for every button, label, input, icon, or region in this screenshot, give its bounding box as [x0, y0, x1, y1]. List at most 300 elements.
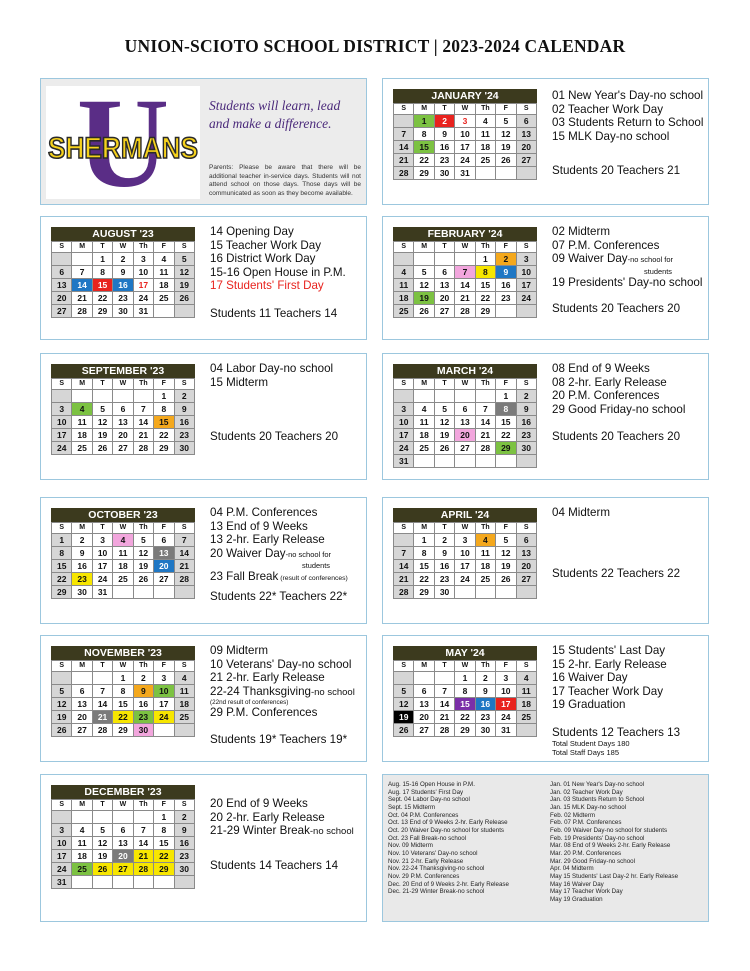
day-cell: 14 [174, 547, 194, 560]
day-cell: 24 [516, 292, 536, 305]
weekday-header: M [72, 242, 92, 253]
day-cell: 8 [52, 547, 72, 560]
day-cell: 18 [414, 429, 434, 442]
day-cell: 27 [113, 863, 133, 876]
day-cell: 18 [174, 698, 194, 711]
day-cell: 11 [72, 416, 92, 429]
day-cell: 6 [72, 685, 92, 698]
event-waiver-note: -no school for [285, 549, 332, 559]
day-cell: 9 [516, 403, 536, 416]
weekday-header: W [113, 379, 133, 390]
day-cell: 14 [455, 279, 475, 292]
event: 01 New Year's Day-no school [552, 89, 704, 102]
day-cell: 3 [496, 672, 516, 685]
weekday-header: S [174, 242, 194, 253]
day-cell: 9 [434, 547, 454, 560]
day-cell [475, 455, 495, 468]
events-january [552, 89, 703, 178]
weekday-header: F [154, 661, 174, 672]
calendar-february [393, 227, 537, 318]
event: 13 End of 9 Weeks [210, 519, 308, 533]
day-cell: 17 [496, 698, 516, 711]
weekday-header: F [496, 242, 516, 253]
day-cell: 30 [174, 442, 194, 455]
day-cell: 26 [496, 573, 516, 586]
total-student-days: Total Student Days 180 [552, 739, 630, 748]
day-cell: 4 [414, 403, 434, 416]
day-cell: 15 [414, 560, 434, 573]
day-cell: 26 [92, 863, 112, 876]
key-entry: Nov. 09 Midterm [388, 842, 433, 850]
weekday-header: Th [475, 104, 495, 115]
event-waiver-note-2: students [644, 266, 672, 276]
event-waiver-note: -no school for [627, 255, 674, 264]
events-november [210, 644, 355, 746]
day-cell: 22 [113, 711, 133, 724]
event-thanksgiving-main: 22-24 Thanksgiving [210, 684, 311, 698]
day-cell: 14 [133, 837, 153, 850]
day-cell: 3 [516, 253, 536, 266]
day-cell: 19 [92, 429, 112, 442]
day-cell: 18 [113, 560, 133, 573]
day-cell [475, 586, 495, 599]
day-cell [394, 115, 414, 128]
day-cell: 16 [496, 279, 516, 292]
day-cell: 9 [174, 403, 194, 416]
day-cell: 8 [154, 824, 174, 837]
day-cell: 27 [516, 573, 536, 586]
day-cell: 21 [475, 429, 495, 442]
calendar-january [393, 89, 537, 180]
day-cell: 12 [496, 128, 516, 141]
events-april [552, 506, 680, 580]
day-cell: 13 [113, 837, 133, 850]
day-cell: 15 [414, 141, 434, 154]
weekday-header: S [174, 379, 194, 390]
day-cell: 28 [133, 863, 153, 876]
month-grid [393, 522, 537, 599]
month-title: NOVEMBER '23 [51, 646, 195, 660]
day-cell [72, 811, 92, 824]
panel-january [382, 78, 709, 205]
day-cell: 28 [394, 167, 414, 180]
day-cell: 2 [174, 811, 194, 824]
weekday-header: M [72, 800, 92, 811]
day-cell: 11 [475, 547, 495, 560]
day-cell: 16 [434, 141, 454, 154]
panel-february [382, 216, 709, 340]
panel-december [40, 774, 367, 922]
day-cell: 9 [475, 685, 495, 698]
day-cell: 25 [516, 711, 536, 724]
day-cell: 13 [113, 416, 133, 429]
day-cell: 19 [434, 429, 454, 442]
event: 29 Good Friday-no school [552, 402, 686, 416]
weekday-header: F [154, 242, 174, 253]
event: 14 Opening Day [210, 225, 294, 238]
day-cell: 17 [455, 141, 475, 154]
day-cell: 30 [516, 442, 536, 455]
weekday-header: F [496, 379, 516, 390]
day-cell: 13 [434, 279, 454, 292]
event: 16 District Work Day [210, 252, 316, 265]
day-cell: 11 [475, 128, 495, 141]
header-panel [40, 78, 367, 205]
day-cell: 31 [133, 305, 153, 318]
month-title: JANUARY '24 [393, 89, 537, 103]
day-cell: 25 [174, 711, 194, 724]
day-cell: 2 [72, 534, 92, 547]
day-cell: 9 [133, 685, 153, 698]
event: 15 Teacher Work Day [210, 238, 322, 252]
day-cell: 26 [394, 724, 414, 737]
weekday-header: T [434, 379, 454, 390]
weekday-header: S [394, 661, 414, 672]
day-cell: 22 [414, 154, 434, 167]
month-title: MAY '24 [393, 646, 537, 660]
day-cell: 1 [52, 534, 72, 547]
key-entry: Aug. 17 Students' First Day [388, 788, 464, 796]
event: 15 Students' Last Day [552, 644, 666, 657]
day-cell: 10 [455, 547, 475, 560]
day-cell: 7 [434, 685, 454, 698]
day-cell: 5 [394, 685, 414, 698]
weekday-header: W [455, 104, 475, 115]
month-grid [51, 241, 195, 318]
day-cell [455, 586, 475, 599]
day-cell: 9 [434, 128, 454, 141]
day-cell [133, 586, 153, 599]
day-cell: 27 [455, 442, 475, 455]
day-cell: 1 [414, 534, 434, 547]
day-cell: 24 [52, 442, 72, 455]
day-cell: 25 [475, 154, 495, 167]
day-cell [516, 167, 536, 180]
day-cell: 16 [475, 698, 495, 711]
event-thanksgiving [210, 685, 355, 700]
day-cell: 17 [133, 279, 153, 292]
events-august [210, 225, 346, 320]
day-cell [414, 390, 434, 403]
day-cell: 29 [113, 724, 133, 737]
day-cell: 7 [133, 824, 153, 837]
day-cell: 13 [455, 416, 475, 429]
day-cell: 19 [394, 711, 414, 724]
day-cell: 30 [475, 724, 495, 737]
day-cell: 27 [72, 724, 92, 737]
calendar-september [51, 364, 195, 455]
day-cell: 24 [455, 154, 475, 167]
weekday-header: T [92, 661, 112, 672]
day-cell [72, 876, 92, 889]
day-cell: 14 [394, 141, 414, 154]
day-cell: 2 [496, 253, 516, 266]
day-cell: 26 [174, 292, 194, 305]
day-cell: 29 [455, 724, 475, 737]
day-cell [154, 876, 174, 889]
day-cell: 5 [52, 685, 72, 698]
day-cell [496, 455, 516, 468]
parents-note: Parents: Please be aware that there will be additional teacher in-service days. Students will not attend school on those days. Those days will be communicated as soon as they become available. [209, 164, 361, 197]
day-cell: 25 [475, 573, 495, 586]
day-cell: 8 [414, 128, 434, 141]
day-summary: Students 20 Teachers 20 [210, 430, 339, 443]
day-cell: 25 [154, 292, 174, 305]
calendar-august [51, 227, 195, 318]
day-cell [113, 390, 133, 403]
day-cell: 3 [455, 115, 475, 128]
day-cell: 17 [455, 560, 475, 573]
day-cell: 21 [133, 850, 153, 863]
events-march [552, 362, 685, 444]
day-cell: 23 [434, 573, 454, 586]
day-cell: 19 [52, 711, 72, 724]
month-title: DECEMBER '23 [51, 785, 195, 799]
day-cell: 30 [434, 167, 454, 180]
weekday-header: W [113, 661, 133, 672]
month-grid [51, 378, 195, 455]
key-entry: Nov. 29 P.M. Conferences [388, 872, 460, 880]
day-cell: 24 [92, 573, 112, 586]
event: 03 Students Return to School [552, 116, 704, 129]
events-september [210, 362, 338, 444]
event: 13 2-hr. Early Release [210, 533, 325, 546]
event: 15 Midterm [210, 375, 268, 389]
day-cell: 28 [394, 586, 414, 599]
day-cell: 11 [154, 266, 174, 279]
weekday-header: T [434, 242, 454, 253]
day-cell: 1 [113, 672, 133, 685]
motto [209, 97, 340, 133]
month-grid [51, 799, 195, 889]
day-cell: 2 [133, 672, 153, 685]
day-cell: 5 [92, 403, 112, 416]
day-cell: 2 [475, 672, 495, 685]
event: 02 Teacher Work Day [552, 102, 664, 116]
day-cell [414, 672, 434, 685]
day-cell [394, 672, 414, 685]
day-cell: 22 [414, 573, 434, 586]
day-cell: 28 [455, 305, 475, 318]
weekday-header: T [434, 523, 454, 534]
event: 19 Presidents' Day-no school [552, 275, 703, 289]
day-cell: 15 [154, 416, 174, 429]
calendar-april [393, 508, 537, 599]
day-cell: 14 [133, 416, 153, 429]
event: 15 2-hr. Early Release [552, 657, 667, 671]
day-cell: 17 [52, 850, 72, 863]
event-winter-suffix: -no school [309, 826, 354, 837]
day-cell: 14 [72, 279, 92, 292]
day-cell: 8 [496, 403, 516, 416]
event-fall-main: 23 Fall Break [210, 570, 279, 583]
key-entry: Nov. 21 2-hr. Early Release [388, 857, 464, 865]
day-cell: 3 [52, 824, 72, 837]
weekday-header: W [455, 242, 475, 253]
day-cell: 8 [414, 547, 434, 560]
calendar-november [51, 646, 195, 737]
day-cell: 20 [154, 560, 174, 573]
day-cell: 22 [496, 429, 516, 442]
day-cell: 19 [496, 141, 516, 154]
day-cell: 1 [154, 390, 174, 403]
day-summary: Students 22* Teachers 22* [210, 589, 348, 603]
day-cell: 4 [72, 403, 92, 416]
event: 08 End of 9 Weeks [552, 362, 650, 375]
day-cell: 23 [72, 573, 92, 586]
day-cell [455, 390, 475, 403]
day-cell: 21 [133, 429, 153, 442]
day-cell: 1 [496, 390, 516, 403]
weekday-header: Th [133, 379, 153, 390]
weekday-header: W [113, 242, 133, 253]
day-cell: 2 [113, 253, 133, 266]
events-october [210, 506, 348, 603]
weekday-header: F [496, 523, 516, 534]
calendar-october [51, 508, 195, 599]
day-cell: 31 [455, 167, 475, 180]
key-entry: Mar. 29 Good Friday-no school [550, 857, 635, 865]
day-cell: 12 [174, 266, 194, 279]
key-entry: Dec. 21-29 Winter Break-no school [388, 888, 485, 896]
calendar-may [393, 646, 537, 737]
day-cell: 4 [154, 253, 174, 266]
day-cell: 18 [475, 141, 495, 154]
day-cell: 28 [475, 442, 495, 455]
day-cell: 23 [496, 292, 516, 305]
day-cell: 1 [154, 811, 174, 824]
weekday-header: S [52, 800, 72, 811]
day-cell: 13 [72, 698, 92, 711]
weekday-header: Th [475, 242, 495, 253]
day-cell [434, 672, 454, 685]
day-cell [434, 253, 454, 266]
day-cell: 20 [516, 560, 536, 573]
day-cell: 16 [434, 560, 454, 573]
event: 29 P.M. Conferences [210, 706, 318, 719]
day-cell: 30 [72, 586, 92, 599]
day-cell: 6 [516, 115, 536, 128]
day-cell: 23 [475, 711, 495, 724]
day-cell: 4 [113, 534, 133, 547]
day-cell: 29 [154, 863, 174, 876]
day-cell: 21 [92, 711, 112, 724]
day-cell: 22 [92, 292, 112, 305]
day-cell: 20 [52, 292, 72, 305]
day-cell: 16 [516, 416, 536, 429]
day-cell: 26 [52, 724, 72, 737]
key-entry: Nov. 22-24 Thanksgiving-no school [388, 865, 485, 873]
weekday-header: W [455, 379, 475, 390]
event-winter-main: 21-29 Winter Break [210, 824, 310, 837]
weekday-header: Th [133, 661, 153, 672]
day-cell: 27 [516, 154, 536, 167]
day-cell: 14 [394, 560, 414, 573]
weekday-header: W [113, 523, 133, 534]
logo-text: SHERMANS [48, 132, 198, 165]
month-title: MARCH '24 [393, 364, 537, 378]
day-cell: 31 [496, 724, 516, 737]
day-cell: 20 [455, 429, 475, 442]
day-cell: 24 [52, 863, 72, 876]
day-cell: 21 [434, 711, 454, 724]
day-cell: 6 [52, 266, 72, 279]
day-cell: 26 [434, 442, 454, 455]
day-cell: 30 [434, 586, 454, 599]
day-cell: 8 [154, 403, 174, 416]
day-cell [52, 390, 72, 403]
day-cell: 11 [394, 279, 414, 292]
day-cell: 7 [92, 685, 112, 698]
day-cell: 28 [174, 573, 194, 586]
key-entry: Mar. 08 End of 9 Weeks 2-hr. Early Release [550, 842, 671, 850]
day-cell: 20 [72, 711, 92, 724]
day-cell: 7 [72, 266, 92, 279]
month-grid [393, 103, 537, 180]
day-cell: 15 [113, 698, 133, 711]
weekday-header: M [414, 661, 434, 672]
day-cell [72, 672, 92, 685]
day-cell [72, 253, 92, 266]
day-cell: 12 [92, 416, 112, 429]
weekday-header: S [394, 523, 414, 534]
events-may [552, 644, 680, 757]
day-cell: 31 [394, 455, 414, 468]
day-cell: 5 [414, 266, 434, 279]
weekday-header: F [154, 523, 174, 534]
day-cell [496, 586, 516, 599]
day-cell: 15 [496, 416, 516, 429]
event-thanksgiving-note: (22nd result of conferences) [210, 699, 289, 706]
day-cell: 20 [434, 292, 454, 305]
day-cell: 8 [113, 685, 133, 698]
calendar-december [51, 785, 195, 889]
day-cell: 17 [92, 560, 112, 573]
day-summary: Students 12 Teachers 13 [552, 725, 681, 739]
day-cell: 10 [455, 128, 475, 141]
event: 07 P.M. Conferences [552, 238, 660, 252]
month-grid [393, 378, 537, 468]
day-cell: 6 [516, 534, 536, 547]
day-cell: 29 [92, 305, 112, 318]
day-cell: 10 [92, 547, 112, 560]
day-cell: 2 [174, 390, 194, 403]
key-entry: Dec. 20 End of 9 Weeks 2-hr. Early Release [388, 880, 509, 888]
day-cell: 13 [516, 128, 536, 141]
month-grid [393, 241, 537, 318]
day-cell: 20 [113, 429, 133, 442]
event: 02 Midterm [552, 225, 610, 238]
day-cell: 12 [133, 547, 153, 560]
day-cell: 6 [113, 403, 133, 416]
day-cell: 28 [434, 724, 454, 737]
day-cell: 23 [113, 292, 133, 305]
day-cell: 18 [72, 429, 92, 442]
day-cell: 29 [414, 586, 434, 599]
event: 15 MLK Day-no school [552, 129, 670, 143]
weekday-header: S [516, 104, 536, 115]
day-cell: 4 [475, 115, 495, 128]
month-title: SEPTEMBER '23 [51, 364, 195, 378]
weekday-header: M [414, 104, 434, 115]
day-cell: 21 [394, 573, 414, 586]
day-cell: 4 [394, 266, 414, 279]
weekday-header: Th [133, 242, 153, 253]
day-cell: 13 [516, 547, 536, 560]
motto-line-1: Students will learn, lead [209, 98, 341, 113]
day-cell: 27 [414, 724, 434, 737]
weekday-header: M [414, 523, 434, 534]
